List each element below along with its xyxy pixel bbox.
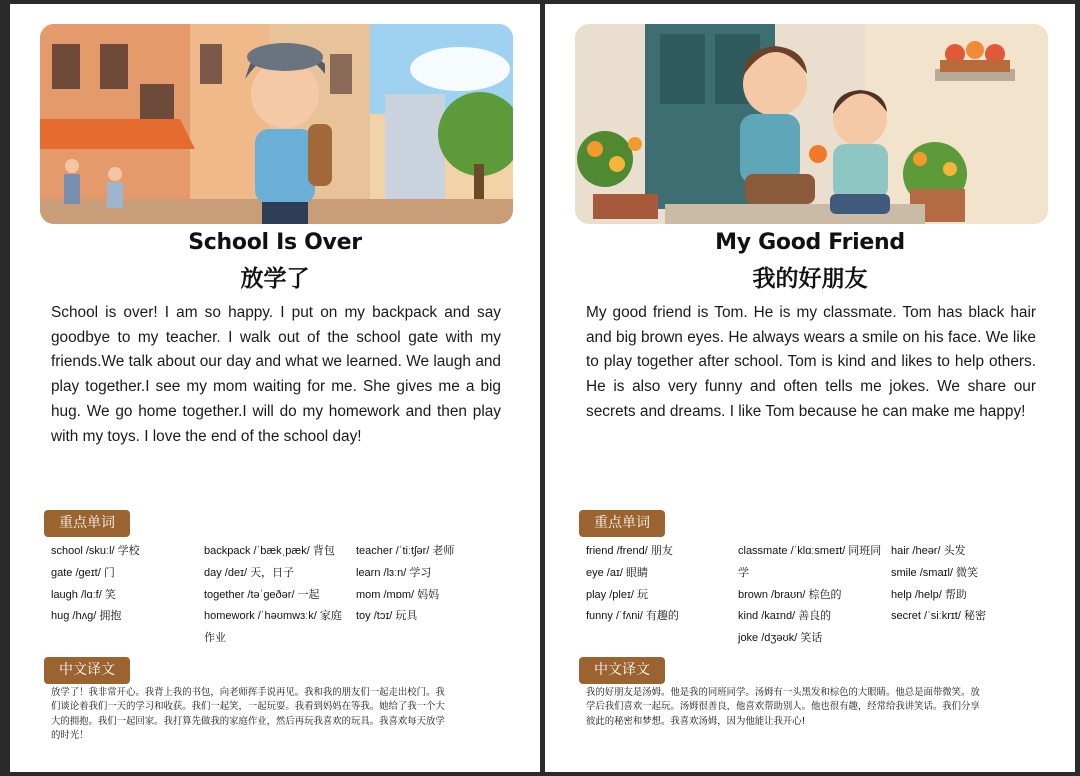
vocab-item: eye /aɪ/ 眼睛	[586, 566, 648, 579]
translation-text: 我的好朋友是汤姆。他是我的同班同学。汤姆有一头黑发和棕色的大眼睛。他总是面带微笑。放学后我们喜欢一起玩。汤姆很善良，他喜欢帮助别人。他也很有趣，经常给我讲笑话。我们分享彼此的秘密和梦想。我喜欢汤姆，因为他能让我开心!	[586, 687, 980, 727]
story-title-zh: 我的好朋友	[752, 266, 868, 292]
vocab-item: gate /ɡeɪt/ 门	[51, 566, 115, 579]
story-text: My good friend is Tom. He is my classmate. Tom has black hair and big brown eyes. He always wears a smile on his face. We like to play together after school. Tom is kind and likes to help others. He is also very funny and often tells me jokes. We share our secrets and dreams. I like Tom because he can make me happy!	[586, 304, 1036, 420]
vocab-item: hug /hʌɡ/ 拥抱	[51, 610, 122, 623]
vocab-item: funny /ˈfʌni/ 有趣的	[586, 610, 679, 623]
vocab-item: backpack /ˈbækˌpæk/ 背包	[204, 545, 335, 557]
vocab-item: school /skuːl/ 学校	[51, 545, 140, 557]
vocab-item: hair /heər/ 头发	[891, 545, 966, 557]
translation-text: 放学了！我非常开心。我背上我的书包，向老师挥手说再见。我和我的朋友们一起走出校门。我们谈论着我们一天的学习和收获。我们一起笑，一起玩耍。我看到妈妈在等我。她给了我一个大大的拥抱。我们一起回家。我打算先做我的家庭作业，然后再玩我喜欢的玩具。我喜欢每天放学的时光！	[51, 687, 445, 742]
vocab-item: joke /dʒəʊk/ 笑话	[738, 632, 823, 645]
vocab-item: play /pleɪ/ 玩	[586, 588, 648, 601]
vocab-item: brown /braʊn/ 棕色的	[738, 588, 842, 601]
vocab-item: classmate /ˈklɑːsmeɪt/ 同班同学	[738, 545, 882, 579]
translation-badge: 中文译文	[44, 657, 130, 684]
vocab-item: homework /ˈhəʊmwɜːk/ 家庭作业	[204, 610, 342, 645]
vocab-item: day /deɪ/ 天，日子	[204, 566, 295, 579]
vocab-item: teacher /ˈtiːtʃər/ 老师	[356, 545, 455, 557]
vocab-badge: 重点单词	[579, 510, 665, 537]
vocab-item: secret /ˈsiːkrɪt/ 秘密	[891, 610, 986, 623]
story-title-en: School Is Over	[188, 230, 362, 255]
vocab-item: kind /kaɪnd/ 善良的	[738, 610, 832, 623]
vocab-column-1	[51, 541, 201, 628]
vocab-column-2	[738, 541, 886, 650]
vocab-column-1	[586, 541, 731, 628]
vocab-item: mom /mɒm/ 妈妈	[356, 588, 440, 601]
story-text: School is over! I am so happy. I put on my backpack and say goodbye to my teacher. I walk out of the school gate with my friends.We talk about our day and what we learned. We laugh and play together.I see my mom waiting for me. She gives me a big hug. We go home together.I will do my homework and then play with my toys. I love the end of the school day!	[51, 304, 501, 445]
translation-badge: 中文译文	[579, 657, 665, 684]
school-street-illustration	[40, 24, 513, 224]
vocab-item: friend /frend/ 朋友	[586, 545, 673, 557]
vocab-item: smile /smaɪl/ 微笑	[891, 566, 979, 579]
vocab-column-2	[204, 541, 352, 650]
vocab-column-3	[356, 541, 506, 628]
vocab-item: together /təˈɡeðər/ 一起	[204, 588, 320, 601]
vocab-badge: 重点单词	[44, 510, 130, 537]
vocab-item: laugh /lɑːf/ 笑	[51, 588, 116, 601]
right-page	[545, 4, 1075, 772]
vocab-column-3	[891, 541, 1041, 628]
friends-illustration	[575, 24, 1048, 224]
story-title-en: My Good Friend	[715, 230, 905, 255]
vocab-item: learn /lɜːn/ 学习	[356, 566, 432, 579]
story-title-zh: 放学了	[240, 266, 310, 292]
left-page	[10, 4, 540, 772]
vocab-item: help /help/ 帮助	[891, 588, 967, 601]
vocab-item: toy /tɔɪ/ 玩具	[356, 610, 418, 623]
